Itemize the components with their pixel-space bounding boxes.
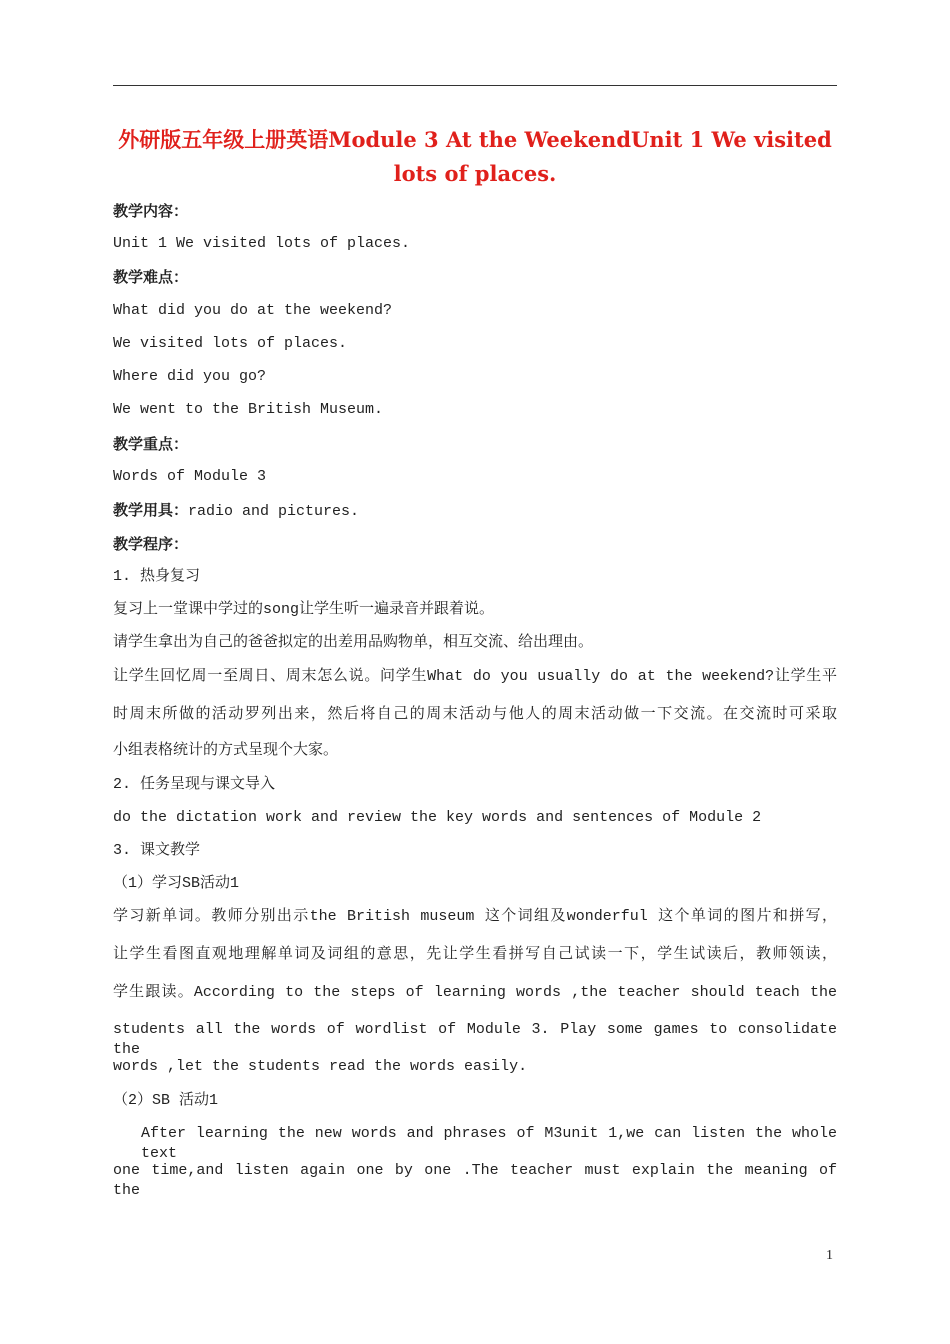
sub-step-heading: （2）SB 活动1: [113, 1092, 219, 1109]
body-line: 学习新单词。教师分别出示the British museum 这个词组及wonderful 这个单词的图片和拼写，: [113, 908, 837, 925]
section-heading-difficulty: 教学难点：: [113, 268, 189, 286]
section-heading-aids: 教学用具：: [113, 501, 189, 519]
body-line: Unit 1 We visited lots of places.: [113, 235, 411, 252]
section-heading-procedure: 教学程序：: [113, 535, 189, 553]
header-rule: [113, 85, 837, 86]
body-line: After learning the new words and phrases of M3unit 1,we can listen the whole text: [141, 1125, 837, 1162]
teaching-aids-line: [113, 500, 359, 522]
document-title-line-1: 外研版五年级上册英语Module 3 At the WeekendUnit 1 We visited: [118, 127, 832, 152]
body-line: one time,and listen again one by one .The teacher must explain the meaning of the: [113, 1162, 837, 1199]
section-heading-key-points: 教学重点：: [113, 435, 189, 453]
body-line: do the dictation work and review the key words and sentences of Module 2: [113, 809, 762, 826]
body-line: 时周末所做的活动罗列出来，然后将自己的周末活动与他人的周末活动做一下交流。在交流时可采取: [113, 706, 837, 723]
document-title-line-2: lots of places.: [393, 161, 557, 186]
step-heading: 1. 热身复习: [113, 568, 201, 585]
body-line: 学生跟读。According to the steps of learning words ,the teacher should teach the: [113, 984, 837, 1001]
page-number: 1: [826, 1248, 833, 1263]
step-heading: 3. 课文教学: [113, 842, 201, 859]
step-heading: 2. 任务呈现与课文导入: [113, 776, 276, 793]
body-line: Words of Module 3: [113, 468, 267, 485]
section-heading-content: 教学内容：: [113, 202, 189, 220]
body-line: 让学生看图直观地理解单词及词组的意思，先让学生看拼写自己试读一下，学生试读后，教师领读，: [113, 946, 837, 963]
body-line: 复习上一堂课中学过的song让学生听一遍录音并跟着说。: [113, 601, 495, 618]
body-line: 请学生拿出为自己的爸爸拟定的出差用品购物单，相互交流、给出理由。: [113, 634, 594, 651]
body-line: words ,let the students read the words easily.: [113, 1058, 528, 1075]
body-line: We visited lots of places.: [113, 335, 348, 352]
sub-step-heading: （1）学习SB活动1: [113, 875, 240, 892]
teaching-aids-text: radio and pictures.: [188, 503, 360, 520]
body-line: 小组表格统计的方式呈现个大家。: [113, 742, 339, 759]
body-line: students all the words of wordlist of Module 3. Play some games to consolidate the: [113, 1021, 837, 1058]
body-line: We went to the British Museum.: [113, 401, 384, 418]
body-line: 让学生回忆周一至周日、周末怎么说。问学生What do you usually do at the weekend?让学生平: [113, 668, 837, 685]
body-line: What did you do at the weekend?: [113, 302, 393, 319]
body-line: Where did you go?: [113, 368, 267, 385]
